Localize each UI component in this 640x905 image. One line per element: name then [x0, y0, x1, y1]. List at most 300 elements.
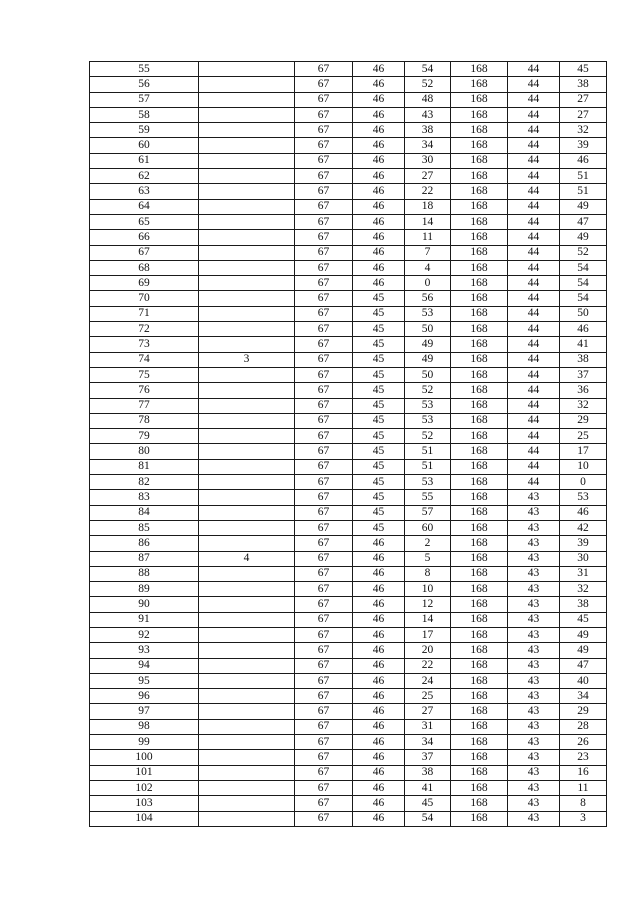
col8-cell: 27	[560, 107, 607, 122]
col8-cell: 47	[560, 214, 607, 229]
table-row	[90, 627, 607, 642]
col4-cell: 46	[353, 123, 405, 138]
col6-cell: 168	[451, 429, 508, 444]
col7-cell: 44	[508, 398, 560, 413]
row-index-cell: 56	[90, 77, 199, 92]
col6-cell: 168	[451, 566, 508, 581]
col3-cell: 67	[295, 735, 353, 750]
col8-cell: 54	[560, 291, 607, 306]
group-cell	[199, 322, 295, 337]
col3-cell: 67	[295, 337, 353, 352]
col8-cell: 39	[560, 536, 607, 551]
row-index-cell: 89	[90, 582, 199, 597]
col6-cell: 168	[451, 352, 508, 367]
col8-cell: 32	[560, 582, 607, 597]
col6-cell: 168	[451, 77, 508, 92]
col8-cell: 8	[560, 796, 607, 811]
col6-cell: 168	[451, 780, 508, 795]
col4-cell: 45	[353, 306, 405, 321]
group-cell	[199, 597, 295, 612]
group-cell	[199, 520, 295, 535]
col4-cell: 46	[353, 811, 405, 826]
table-row	[90, 459, 607, 474]
col4-cell: 46	[353, 62, 405, 77]
col4-cell: 45	[353, 520, 405, 535]
group-cell	[199, 643, 295, 658]
col6-cell: 168	[451, 689, 508, 704]
col7-cell: 44	[508, 199, 560, 214]
row-index-cell: 72	[90, 322, 199, 337]
col7-cell: 44	[508, 276, 560, 291]
col5-cell: 60	[405, 520, 451, 535]
row-index-cell: 82	[90, 475, 199, 490]
row-index-cell: 90	[90, 597, 199, 612]
col6-cell: 168	[451, 214, 508, 229]
col4-cell: 46	[353, 153, 405, 168]
col8-cell: 37	[560, 367, 607, 382]
row-index-cell: 77	[90, 398, 199, 413]
col8-cell: 25	[560, 429, 607, 444]
group-cell: 3	[199, 352, 295, 367]
row-index-cell: 62	[90, 169, 199, 184]
row-index-cell: 63	[90, 184, 199, 199]
table-row	[90, 811, 607, 826]
table-row	[90, 750, 607, 765]
col7-cell: 44	[508, 153, 560, 168]
col3-cell: 67	[295, 597, 353, 612]
table-row	[90, 352, 607, 367]
col5-cell: 49	[405, 352, 451, 367]
col5-cell: 14	[405, 612, 451, 627]
col7-cell: 44	[508, 62, 560, 77]
col7-cell: 43	[508, 719, 560, 734]
col5-cell: 14	[405, 214, 451, 229]
col5-cell: 31	[405, 719, 451, 734]
col7-cell: 43	[508, 811, 560, 826]
col4-cell: 46	[353, 597, 405, 612]
col8-cell: 54	[560, 276, 607, 291]
col4-cell: 46	[353, 735, 405, 750]
col3-cell: 67	[295, 719, 353, 734]
col3-cell: 67	[295, 811, 353, 826]
table-row	[90, 566, 607, 581]
row-index-cell: 86	[90, 536, 199, 551]
col8-cell: 46	[560, 153, 607, 168]
col8-cell: 47	[560, 658, 607, 673]
col5-cell: 48	[405, 92, 451, 107]
group-cell	[199, 444, 295, 459]
col8-cell: 32	[560, 398, 607, 413]
row-index-cell: 67	[90, 245, 199, 260]
col6-cell: 168	[451, 735, 508, 750]
row-index-cell: 87	[90, 551, 199, 566]
col5-cell: 53	[405, 306, 451, 321]
col6-cell: 168	[451, 719, 508, 734]
row-index-cell: 91	[90, 612, 199, 627]
col5-cell: 43	[405, 107, 451, 122]
col8-cell: 29	[560, 413, 607, 428]
col6-cell: 168	[451, 199, 508, 214]
col3-cell: 67	[295, 765, 353, 780]
col4-cell: 45	[353, 352, 405, 367]
row-index-cell: 78	[90, 413, 199, 428]
col5-cell: 56	[405, 291, 451, 306]
col5-cell: 49	[405, 337, 451, 352]
group-cell: 4	[199, 551, 295, 566]
col5-cell: 38	[405, 765, 451, 780]
table-row	[90, 322, 607, 337]
col6-cell: 168	[451, 536, 508, 551]
col8-cell: 49	[560, 643, 607, 658]
col8-cell: 29	[560, 704, 607, 719]
row-index-cell: 71	[90, 306, 199, 321]
col5-cell: 22	[405, 658, 451, 673]
col7-cell: 44	[508, 77, 560, 92]
table-row	[90, 291, 607, 306]
col7-cell: 43	[508, 765, 560, 780]
table-row	[90, 153, 607, 168]
col6-cell: 168	[451, 475, 508, 490]
col5-cell: 5	[405, 551, 451, 566]
col5-cell: 7	[405, 245, 451, 260]
group-cell	[199, 169, 295, 184]
col8-cell: 0	[560, 475, 607, 490]
col7-cell: 43	[508, 490, 560, 505]
col4-cell: 45	[353, 490, 405, 505]
col4-cell: 46	[353, 750, 405, 765]
col4-cell: 46	[353, 780, 405, 795]
col5-cell: 45	[405, 796, 451, 811]
row-index-cell: 97	[90, 704, 199, 719]
col3-cell: 67	[295, 306, 353, 321]
table-row	[90, 245, 607, 260]
col6-cell: 168	[451, 551, 508, 566]
row-index-cell: 81	[90, 459, 199, 474]
group-cell	[199, 429, 295, 444]
col8-cell: 49	[560, 627, 607, 642]
col6-cell: 168	[451, 169, 508, 184]
col8-cell: 30	[560, 551, 607, 566]
col7-cell: 44	[508, 413, 560, 428]
row-index-cell: 102	[90, 780, 199, 795]
group-cell	[199, 536, 295, 551]
col6-cell: 168	[451, 612, 508, 627]
col5-cell: 41	[405, 780, 451, 795]
group-cell	[199, 123, 295, 138]
group-cell	[199, 199, 295, 214]
col4-cell: 45	[353, 291, 405, 306]
table-row	[90, 169, 607, 184]
group-cell	[199, 735, 295, 750]
col7-cell: 43	[508, 673, 560, 688]
col3-cell: 67	[295, 612, 353, 627]
col8-cell: 53	[560, 490, 607, 505]
col8-cell: 38	[560, 77, 607, 92]
row-index-cell: 88	[90, 566, 199, 581]
col6-cell: 168	[451, 505, 508, 520]
col4-cell: 46	[353, 92, 405, 107]
table-body	[90, 62, 607, 827]
col6-cell: 168	[451, 260, 508, 275]
col3-cell: 67	[295, 322, 353, 337]
group-cell	[199, 337, 295, 352]
col3-cell: 67	[295, 291, 353, 306]
col6-cell: 168	[451, 398, 508, 413]
col5-cell: 25	[405, 689, 451, 704]
col8-cell: 42	[560, 520, 607, 535]
group-cell	[199, 811, 295, 826]
col3-cell: 67	[295, 750, 353, 765]
table-row	[90, 429, 607, 444]
col5-cell: 52	[405, 429, 451, 444]
col4-cell: 46	[353, 214, 405, 229]
group-cell	[199, 230, 295, 245]
group-cell	[199, 184, 295, 199]
table-row	[90, 490, 607, 505]
row-index-cell: 58	[90, 107, 199, 122]
table-row	[90, 214, 607, 229]
col4-cell: 46	[353, 689, 405, 704]
row-index-cell: 101	[90, 765, 199, 780]
col8-cell: 23	[560, 750, 607, 765]
row-index-cell: 57	[90, 92, 199, 107]
col5-cell: 17	[405, 627, 451, 642]
table-row	[90, 520, 607, 535]
col6-cell: 168	[451, 413, 508, 428]
col6-cell: 168	[451, 627, 508, 642]
col8-cell: 38	[560, 352, 607, 367]
col3-cell: 67	[295, 780, 353, 795]
col4-cell: 46	[353, 230, 405, 245]
group-cell	[199, 796, 295, 811]
col8-cell: 28	[560, 719, 607, 734]
col4-cell: 46	[353, 551, 405, 566]
group-cell	[199, 719, 295, 734]
row-index-cell: 92	[90, 627, 199, 642]
col6-cell: 168	[451, 245, 508, 260]
col8-cell: 41	[560, 337, 607, 352]
group-cell	[199, 582, 295, 597]
col3-cell: 67	[295, 429, 353, 444]
row-index-cell: 65	[90, 214, 199, 229]
col3-cell: 67	[295, 62, 353, 77]
group-cell	[199, 475, 295, 490]
row-index-cell: 69	[90, 276, 199, 291]
row-index-cell: 85	[90, 520, 199, 535]
col5-cell: 0	[405, 276, 451, 291]
table-row	[90, 367, 607, 382]
col3-cell: 67	[295, 107, 353, 122]
col7-cell: 43	[508, 520, 560, 535]
col3-cell: 67	[295, 520, 353, 535]
col6-cell: 168	[451, 322, 508, 337]
col4-cell: 46	[353, 627, 405, 642]
group-cell	[199, 214, 295, 229]
col7-cell: 44	[508, 138, 560, 153]
row-index-cell: 99	[90, 735, 199, 750]
col6-cell: 168	[451, 643, 508, 658]
col7-cell: 43	[508, 689, 560, 704]
col4-cell: 46	[353, 796, 405, 811]
col5-cell: 20	[405, 643, 451, 658]
col6-cell: 168	[451, 490, 508, 505]
col3-cell: 67	[295, 352, 353, 367]
col5-cell: 51	[405, 444, 451, 459]
col4-cell: 46	[353, 245, 405, 260]
col7-cell: 44	[508, 230, 560, 245]
col7-cell: 44	[508, 291, 560, 306]
col7-cell: 44	[508, 169, 560, 184]
table-row	[90, 505, 607, 520]
col3-cell: 67	[295, 490, 353, 505]
col3-cell: 67	[295, 658, 353, 673]
row-index-cell: 59	[90, 123, 199, 138]
table-row	[90, 780, 607, 795]
col4-cell: 46	[353, 260, 405, 275]
col7-cell: 43	[508, 566, 560, 581]
table-row	[90, 551, 607, 566]
col6-cell: 168	[451, 811, 508, 826]
table-row	[90, 383, 607, 398]
col6-cell: 168	[451, 658, 508, 673]
col3-cell: 67	[295, 260, 353, 275]
row-index-cell: 93	[90, 643, 199, 658]
col5-cell: 22	[405, 184, 451, 199]
col5-cell: 2	[405, 536, 451, 551]
group-cell	[199, 383, 295, 398]
table-row	[90, 107, 607, 122]
col8-cell: 38	[560, 597, 607, 612]
col8-cell: 45	[560, 612, 607, 627]
col5-cell: 51	[405, 459, 451, 474]
col4-cell: 46	[353, 704, 405, 719]
col3-cell: 67	[295, 689, 353, 704]
col6-cell: 168	[451, 750, 508, 765]
col8-cell: 36	[560, 383, 607, 398]
col8-cell: 17	[560, 444, 607, 459]
col8-cell: 46	[560, 505, 607, 520]
col4-cell: 46	[353, 612, 405, 627]
group-cell	[199, 750, 295, 765]
col6-cell: 168	[451, 107, 508, 122]
col6-cell: 168	[451, 367, 508, 382]
group-cell	[199, 612, 295, 627]
col7-cell: 43	[508, 551, 560, 566]
col3-cell: 67	[295, 77, 353, 92]
col3-cell: 67	[295, 138, 353, 153]
col7-cell: 44	[508, 459, 560, 474]
col5-cell: 55	[405, 490, 451, 505]
col4-cell: 45	[353, 337, 405, 352]
group-cell	[199, 77, 295, 92]
col7-cell: 43	[508, 536, 560, 551]
col7-cell: 44	[508, 184, 560, 199]
col4-cell: 46	[353, 138, 405, 153]
group-cell	[199, 276, 295, 291]
group-cell	[199, 62, 295, 77]
col4-cell: 46	[353, 107, 405, 122]
col7-cell: 44	[508, 123, 560, 138]
col8-cell: 51	[560, 169, 607, 184]
col4-cell: 46	[353, 184, 405, 199]
col4-cell: 46	[353, 536, 405, 551]
row-index-cell: 66	[90, 230, 199, 245]
col6-cell: 168	[451, 184, 508, 199]
table-row	[90, 582, 607, 597]
col4-cell: 45	[353, 398, 405, 413]
col6-cell: 168	[451, 62, 508, 77]
group-cell	[199, 704, 295, 719]
col4-cell: 45	[353, 322, 405, 337]
col7-cell: 44	[508, 322, 560, 337]
col7-cell: 44	[508, 352, 560, 367]
col6-cell: 168	[451, 123, 508, 138]
row-index-cell: 98	[90, 719, 199, 734]
col5-cell: 24	[405, 673, 451, 688]
col3-cell: 67	[295, 184, 353, 199]
col6-cell: 168	[451, 138, 508, 153]
col5-cell: 53	[405, 398, 451, 413]
row-index-cell: 104	[90, 811, 199, 826]
col7-cell: 43	[508, 627, 560, 642]
group-cell	[199, 260, 295, 275]
col8-cell: 46	[560, 322, 607, 337]
col7-cell: 44	[508, 444, 560, 459]
col7-cell: 43	[508, 735, 560, 750]
col5-cell: 12	[405, 597, 451, 612]
col3-cell: 67	[295, 153, 353, 168]
col4-cell: 45	[353, 367, 405, 382]
row-index-cell: 68	[90, 260, 199, 275]
col7-cell: 43	[508, 780, 560, 795]
group-cell	[199, 153, 295, 168]
table-row	[90, 306, 607, 321]
col4-cell: 46	[353, 199, 405, 214]
col3-cell: 67	[295, 245, 353, 260]
table-row	[90, 765, 607, 780]
col5-cell: 53	[405, 413, 451, 428]
col5-cell: 54	[405, 62, 451, 77]
col3-cell: 67	[295, 582, 353, 597]
col6-cell: 168	[451, 230, 508, 245]
row-index-cell: 94	[90, 658, 199, 673]
col4-cell: 45	[353, 429, 405, 444]
col8-cell: 39	[560, 138, 607, 153]
col3-cell: 67	[295, 643, 353, 658]
col4-cell: 45	[353, 444, 405, 459]
col5-cell: 34	[405, 735, 451, 750]
col6-cell: 168	[451, 291, 508, 306]
row-index-cell: 74	[90, 352, 199, 367]
col8-cell: 11	[560, 780, 607, 795]
row-index-cell: 80	[90, 444, 199, 459]
table-row	[90, 643, 607, 658]
table-row	[90, 796, 607, 811]
group-cell	[199, 780, 295, 795]
table-row	[90, 62, 607, 77]
col7-cell: 44	[508, 429, 560, 444]
table-row	[90, 719, 607, 734]
col6-cell: 168	[451, 796, 508, 811]
table-row	[90, 337, 607, 352]
table-row	[90, 230, 607, 245]
col4-cell: 46	[353, 582, 405, 597]
col3-cell: 67	[295, 566, 353, 581]
table-row	[90, 77, 607, 92]
row-index-cell: 76	[90, 383, 199, 398]
table-row	[90, 673, 607, 688]
col8-cell: 45	[560, 62, 607, 77]
